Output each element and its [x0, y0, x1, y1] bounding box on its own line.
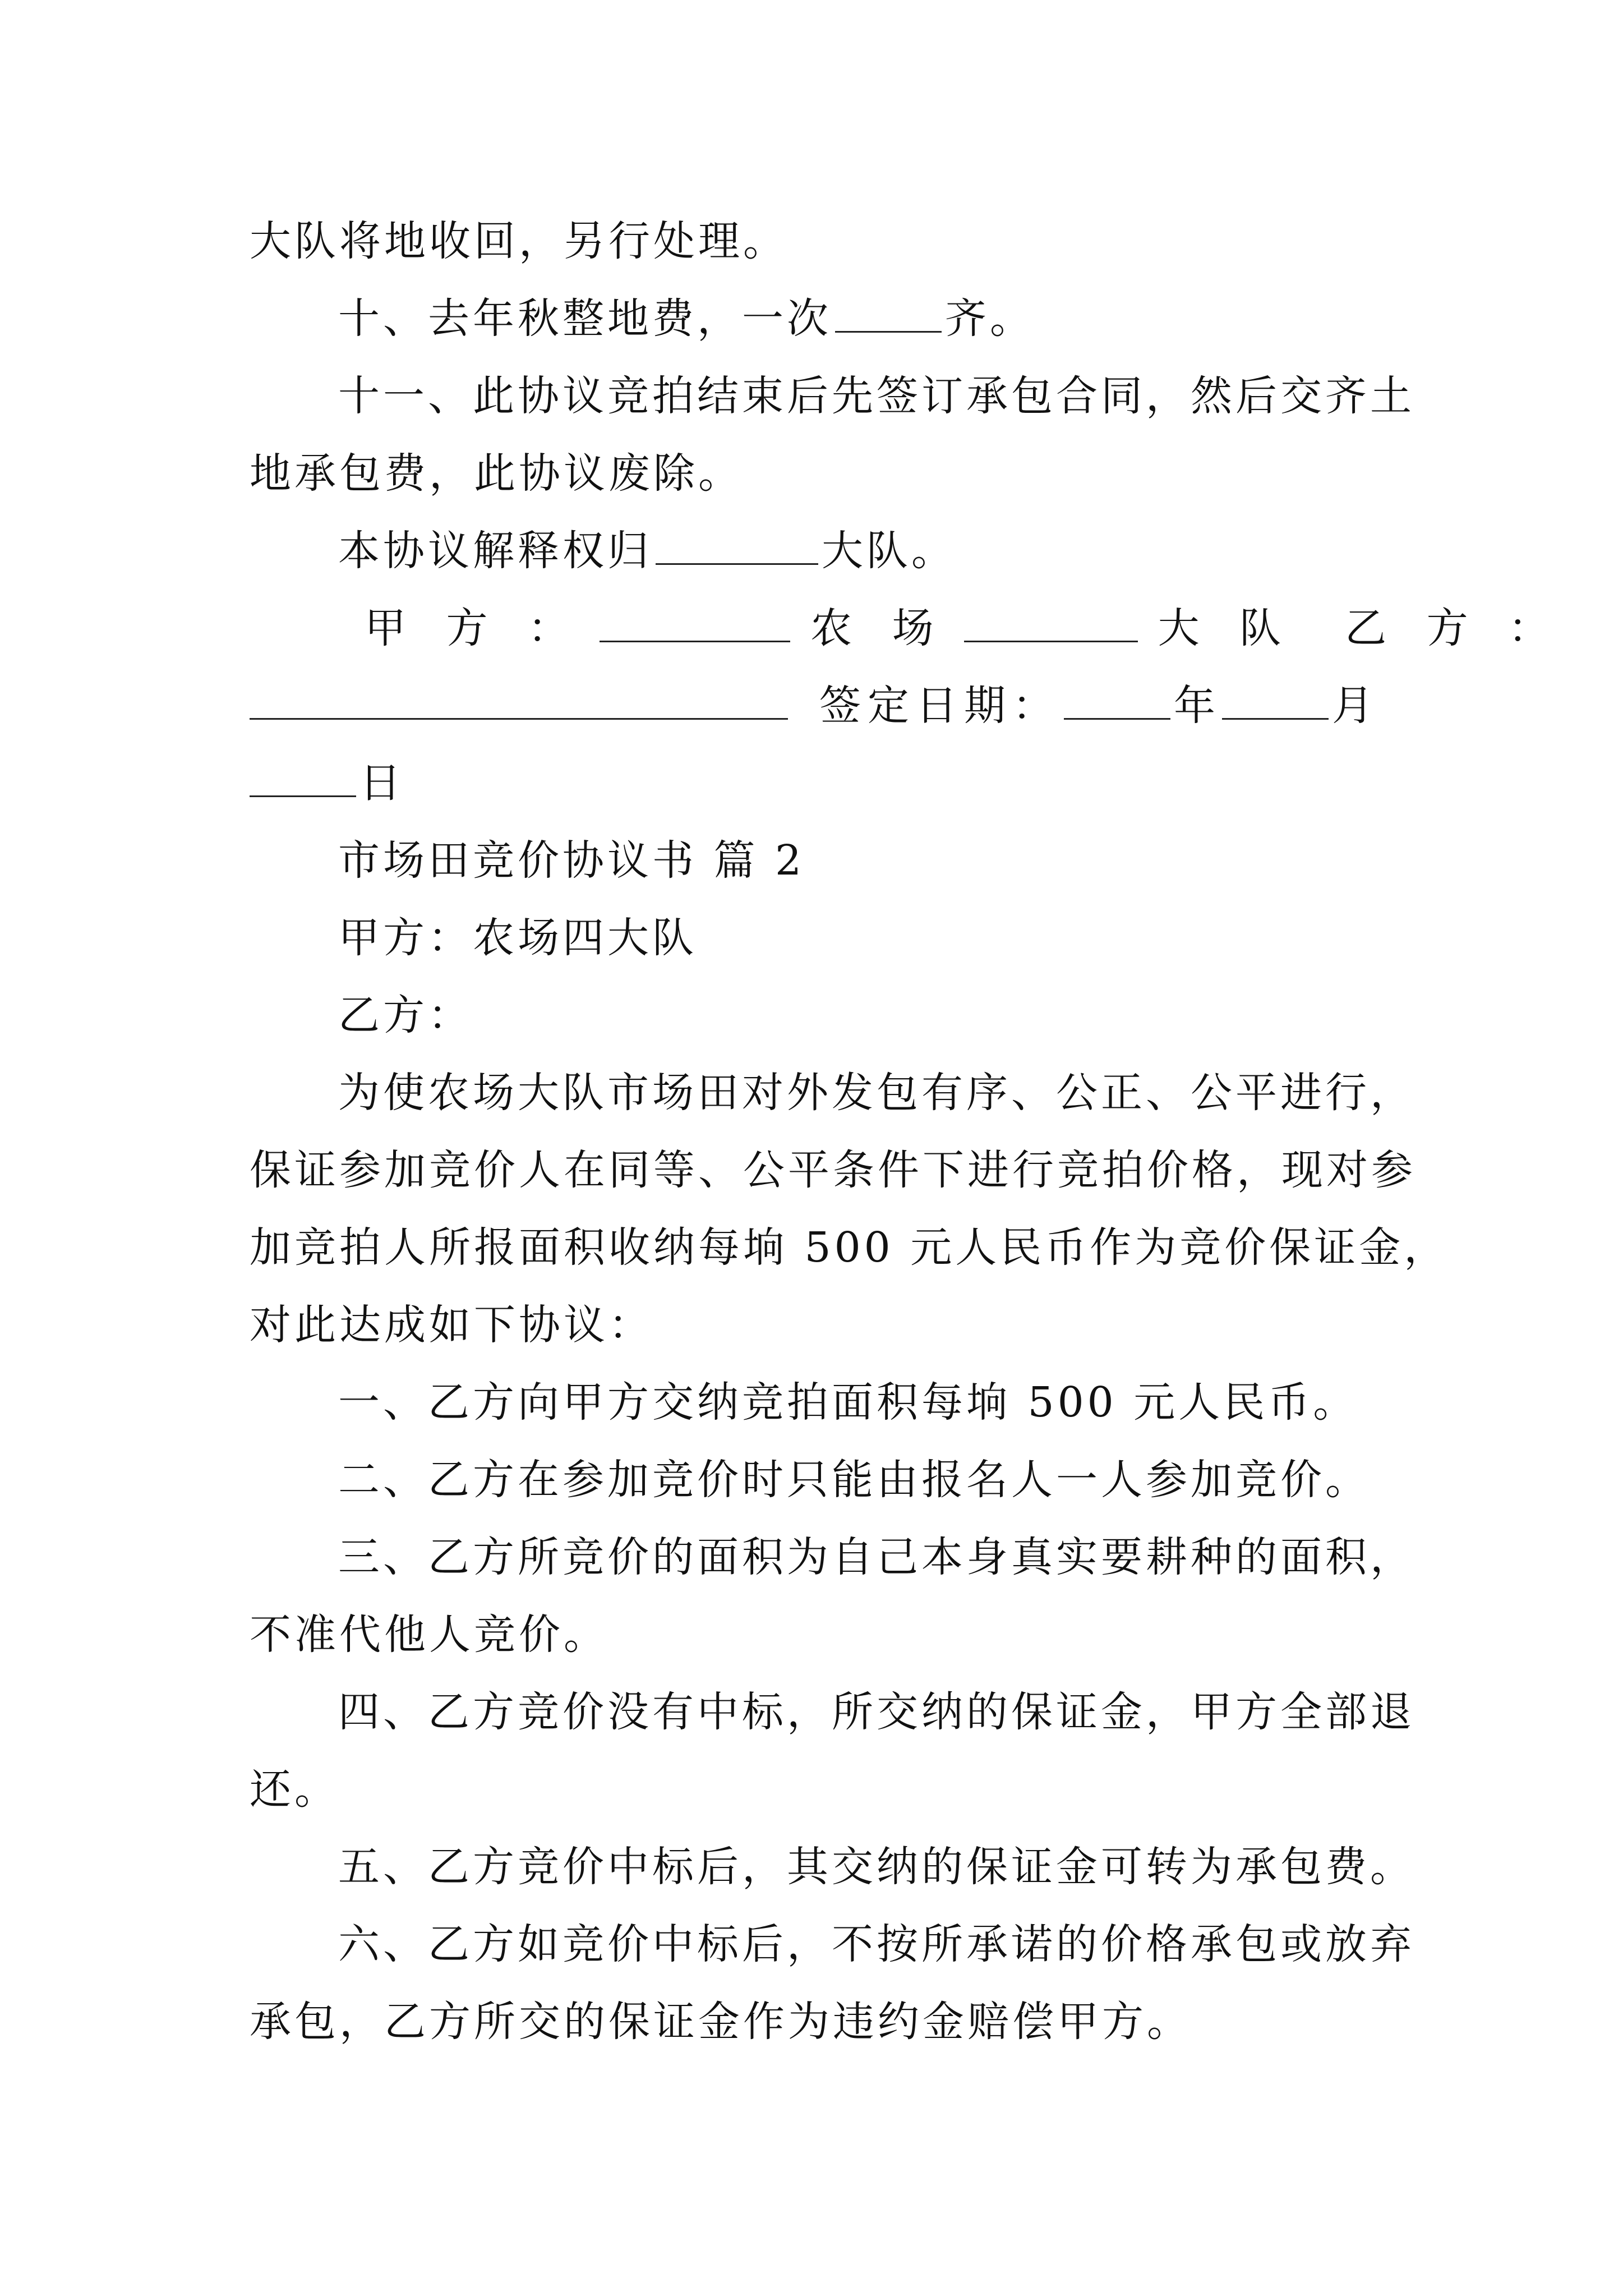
item-6-line1: 六、乙方如竞价中标后，不按所承诺的价格承包或放弃: [338, 1920, 1415, 1968]
clause-10-text: 十、去年秋整地费，一次: [338, 295, 832, 343]
text-line: 大队将地收回，另行处理。: [250, 217, 788, 265]
preamble-line1: 为使农场大队市场田对外发包有序、公正、公平进行，: [338, 1069, 1415, 1117]
preamble-line4: 对此达成如下协议：: [250, 1301, 653, 1349]
clause-11-line2: 地承包费，此协议废除。: [250, 449, 743, 498]
item-6-line2: 承包，乙方所交的保证金作为违约金赔偿甲方。: [250, 1998, 1192, 2046]
party-a: 甲方：农场四大队: [338, 914, 697, 962]
party-b: 乙方：: [338, 991, 473, 1039]
clause-11-line1: 十一、此协议竞拍结束后先签订承包合同，然后交齐土: [338, 372, 1415, 420]
clause-10-end: 齐。: [945, 295, 1035, 343]
item-5: 五、乙方竞价中标后，其交纳的保证金可转为承包费。: [338, 1843, 1415, 1891]
blank-field: [600, 600, 790, 642]
year-label: 年: [1174, 682, 1219, 730]
blank-field: [250, 678, 788, 720]
blank-field: [1064, 678, 1170, 720]
preamble-line3: 加竞拍人所报面积收纳每垧 500 元人民币作为竞价保证金，: [250, 1223, 1449, 1272]
clause-10: [338, 291, 1382, 347]
item-4-line2: 还。: [250, 1765, 339, 1814]
blank-field: [656, 523, 818, 565]
blank-field: [835, 291, 942, 333]
item-4-line1: 四、乙方竞价没有中标，所交纳的保证金，甲方全部退: [338, 1688, 1415, 1736]
blank-field: [250, 755, 356, 797]
blank-field: [964, 600, 1138, 642]
item-1: 一、乙方向甲方交纳竞拍面积每垧 500 元人民币。: [338, 1378, 1358, 1427]
month-label: 月: [1332, 682, 1377, 730]
item-3-line1: 三、乙方所竞价的面积为自己本身真实要耕种的面积，: [338, 1533, 1415, 1581]
signature-line-2: [250, 678, 1382, 734]
section-heading: 市场田竞价协议书 篇 2: [338, 836, 805, 885]
blank-field: [1222, 678, 1329, 720]
team-label: 大 队: [1158, 604, 1295, 652]
party-b-label: 乙 方 ：: [1345, 604, 1564, 652]
item-2: 二、乙方在参加竞价时只能由报名人一人参加竞价。: [338, 1456, 1370, 1504]
item-3-line2: 不准代他人竞价。: [250, 1611, 608, 1659]
farm-label: 农 场: [810, 604, 947, 652]
signature-line-3: [250, 755, 1382, 811]
party-a-label: 甲 方 ：: [365, 604, 583, 652]
signature-line-1: [365, 600, 1564, 656]
interpretation-clause: [338, 523, 1382, 579]
day-label: 日: [359, 759, 404, 807]
preamble-line2: 保证参加竞价人在同等、公平条件下进行竞拍价格，现对参: [250, 1146, 1416, 1194]
sign-date-label: 签定日期：: [819, 682, 1061, 730]
interpretation-end: 大队。: [822, 527, 956, 575]
interpretation-text: 本协议解释权归: [338, 527, 652, 575]
